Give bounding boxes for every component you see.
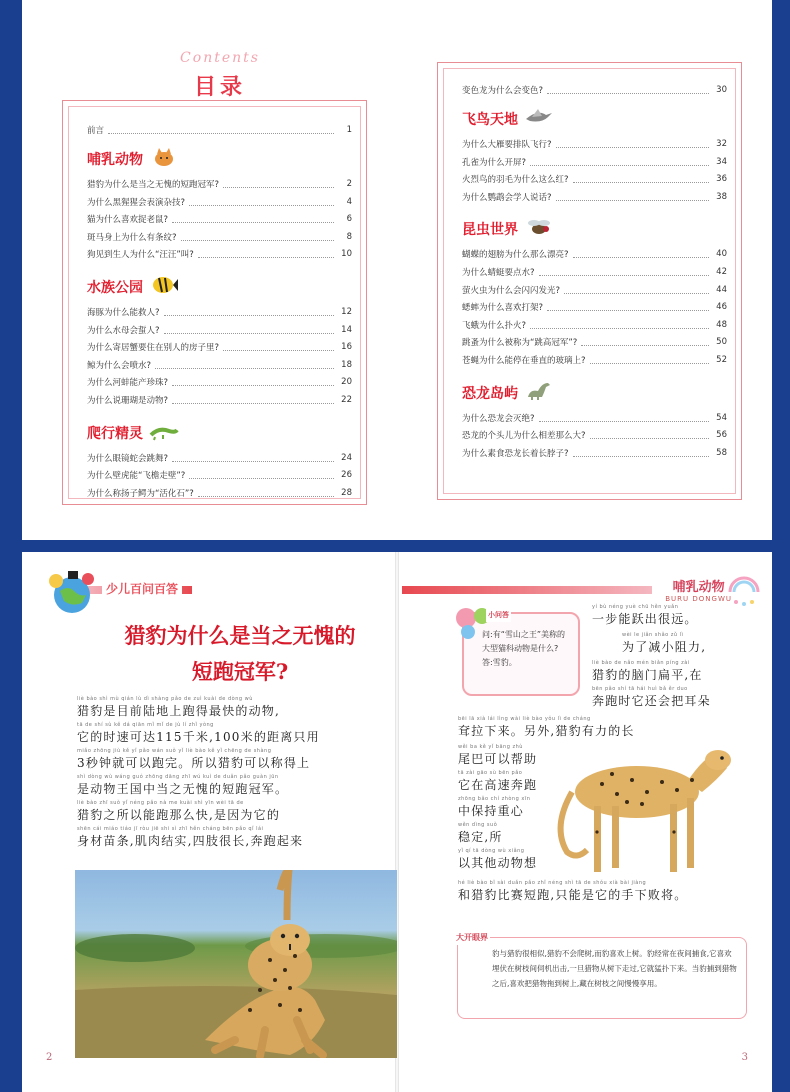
- toc-leader-dots: [590, 431, 709, 439]
- contents-heading: [170, 50, 270, 104]
- toc-entry-page: 8: [346, 231, 352, 242]
- iguana-icon: [149, 421, 179, 445]
- body-line: 尾巴可以帮助: [458, 752, 538, 766]
- pinyin-line: wěn dìng suǒ: [458, 822, 498, 828]
- pinyin-line: tā zài gāo sù bēn pǎo: [458, 770, 523, 776]
- toc-leader-dots: [198, 489, 334, 497]
- body-line: 它的时速可达115千米,100米的距离只用: [77, 730, 320, 744]
- body-line: 3秒钟就可以跑完。所以猎豹可以称得上: [77, 756, 311, 770]
- toc-entry-page: 6: [346, 214, 352, 225]
- toc-entry[interactable]: [462, 353, 727, 367]
- toc-entry[interactable]: [87, 230, 352, 244]
- body-line: 以其他动物想: [458, 856, 538, 870]
- toc-entry[interactable]: [462, 335, 727, 349]
- toc-entry[interactable]: [462, 137, 727, 151]
- toc-entry-title: 为什么寄居蟹要住在别人的房子里?: [87, 343, 220, 354]
- body-line: 猎豹之所以能跑那么快,是因为它的: [77, 808, 281, 822]
- toc-leader-dots: [189, 198, 334, 206]
- toc-entry-title: 为什么素食恐龙长着长脖子?: [462, 448, 569, 459]
- toc-leader-dots: [547, 86, 709, 94]
- toc-entry-page: 18: [341, 359, 352, 370]
- toc-entry-title: 为什么鹦鹉会学人说话?: [462, 192, 552, 203]
- toc-entry-title: 为什么黑猩猩会表演杂技?: [87, 197, 186, 208]
- toc-section-name: 恐龙岛屿: [462, 385, 518, 402]
- toc-section-heading[interactable]: [462, 219, 554, 239]
- toc-entry-title: 斑马身上为什么有条纹?: [87, 232, 177, 243]
- toc-leader-dots: [164, 308, 334, 316]
- body-line: 身材苗条,肌肉结实,四肢很长,奔跑起来: [77, 834, 304, 848]
- body-line: 是动物王国中当之无愧的短跑冠军。: [77, 782, 289, 796]
- pinyin-line: zhōng bǎo chí zhòng xīn: [458, 796, 531, 802]
- contents-cn-title: 目录: [193, 75, 246, 100]
- toc-entry[interactable]: [87, 375, 352, 389]
- toc-entry-page: 36: [716, 174, 727, 185]
- toc-leader-dots: [564, 286, 709, 294]
- toc-leader-dots: [172, 454, 334, 462]
- toc-entry[interactable]: [87, 393, 352, 407]
- toc-entry-title: 为什么河蚌能产珍珠?: [87, 378, 169, 389]
- toc-entry-title: 为什么蜻蜓要点水?: [462, 268, 535, 278]
- toc-entry-title: 狗见到生人为什么“汪汪”叫?: [87, 250, 194, 261]
- body-line: 耷拉下来。另外,猎豹有力的长: [458, 724, 635, 738]
- toc-leader-dots: [573, 175, 709, 183]
- fly-icon: [524, 217, 554, 241]
- toc-entry-page: 20: [341, 377, 352, 388]
- toc-section-name: 爬行精灵: [87, 425, 143, 442]
- toc-left-panel: [62, 100, 367, 505]
- toc-entry[interactable]: [462, 247, 727, 261]
- toc-leader-dots: [155, 361, 334, 369]
- toc-entry-title: 恐龙的个头儿为什么相差那么大?: [462, 431, 586, 442]
- toc-entry-title: 为什么水母会蜇人?: [87, 325, 160, 336]
- toc-entry-page: 22: [341, 395, 352, 405]
- pinyin-line: yí bù néng yuè chū hěn yuǎn: [592, 604, 679, 610]
- pinyin-line: shì dòng wù wáng guó zhōng dāng zhī wú kuì de duǎn pǎo guàn jūn: [77, 774, 279, 780]
- toc-leader-dots: [198, 250, 334, 258]
- qa-answer: 答:雪豹。: [482, 658, 517, 667]
- toc-entry[interactable]: [462, 83, 727, 97]
- toc-entry-page: 42: [716, 267, 727, 277]
- toc-leader-dots: [539, 268, 709, 276]
- pinyin-line: liè bào shì mù qián lù dì shàng pǎo de zuì kuài de dòng wù: [77, 696, 253, 702]
- toc-spread: [22, 0, 772, 540]
- toc-leader-dots: [556, 140, 709, 148]
- body-line: 为了减小阻力,: [622, 640, 707, 654]
- toc-entry-title: 猎豹为什么是当之无愧的短跑冠军?: [87, 180, 220, 190]
- info-tag: 大开眼界: [454, 930, 490, 945]
- toc-entry[interactable]: [462, 411, 727, 425]
- toc-entry-page: 1: [346, 125, 352, 135]
- toc-entry-page: 30: [716, 85, 727, 95]
- pinyin-line: bēi lā xià lái lìng wài liè bào yǒu lì de cháng: [458, 716, 591, 722]
- toc-entry-page: 24: [341, 452, 352, 463]
- toc-entry[interactable]: [462, 318, 727, 332]
- toc-entry-title: 为什么眼镜蛇会跳舞?: [87, 453, 169, 464]
- pinyin-line: tā de shí sù kě dá qiān mǐ mǐ de jù lí zhǐ yòng: [77, 722, 214, 728]
- toc-entry-page: 2: [346, 179, 352, 189]
- toc-leader-dots: [223, 180, 334, 188]
- toc-entry[interactable]: [87, 451, 352, 465]
- chapter-label: [665, 576, 732, 603]
- toc-entry-title: 为什么说珊瑚是动物?: [87, 396, 169, 406]
- toc-leader-dots: [108, 126, 334, 134]
- qa-tag: 小问答: [486, 608, 511, 622]
- chapter-cn: 哺乳动物: [672, 580, 725, 595]
- toc-entry[interactable]: [87, 358, 352, 372]
- toc-entry-title: 猫为什么喜欢捉老鼠?: [87, 215, 169, 226]
- toc-entry-title: 跳蚤为什么被称为“跳高冠军”?: [462, 338, 578, 349]
- toc-entry-page: 58: [716, 447, 727, 458]
- page-number-left: 2: [46, 1052, 53, 1063]
- toc-entry[interactable]: [462, 155, 727, 169]
- rainbow-icon: [728, 570, 760, 610]
- toc-entry-title: 为什么恐龙会灭绝?: [462, 413, 535, 424]
- toc-entry-page: 4: [346, 196, 352, 207]
- toc-entry[interactable]: [87, 323, 352, 337]
- toc-section-name: 飞鸟天地: [462, 112, 518, 128]
- pinyin-line: bēn pǎo shí tā hái huì bǎ ěr duo: [592, 686, 688, 692]
- toc-section-heading[interactable]: [462, 109, 554, 129]
- did-you-know-box: [456, 933, 747, 1019]
- qa-callout: [462, 612, 580, 696]
- toc-entry[interactable]: [462, 283, 727, 297]
- toc-leader-dots: [181, 233, 334, 241]
- toc-section-heading[interactable]: [87, 423, 179, 443]
- toc-section-heading[interactable]: [87, 277, 179, 297]
- toc-entry[interactable]: [87, 486, 352, 500]
- pinyin-line: yǐ qí tā dòng wù xiǎng: [458, 848, 525, 854]
- toc-leader-dots: [556, 193, 709, 201]
- toc-entry-title: 火烈鸟的羽毛为什么这么红?: [462, 175, 569, 186]
- pinyin-line: wěi ba kě yǐ bāng zhù: [458, 744, 523, 750]
- dinosaur-icon: [524, 381, 554, 405]
- toc-leader-dots: [223, 343, 334, 351]
- toc-entry-page: 16: [341, 342, 352, 353]
- toc-leader-dots: [530, 321, 709, 329]
- contents-en-title: Contents: [180, 50, 260, 66]
- toc-leader-dots: [172, 215, 334, 223]
- toc-section-name: 哺乳动物: [87, 152, 143, 168]
- toc-entry-title: 为什么壁虎能“飞檐走壁”?: [87, 471, 186, 482]
- body-line: 和猎豹比赛短跑,只能是它的手下败将。: [458, 888, 688, 902]
- toc-entry-title: 为什么大雁要排队飞行?: [462, 140, 552, 150]
- series-title: 少儿百问百答: [102, 580, 182, 597]
- qa-question: 问:有“雪山之王”美称的大型猫科动物是什么?: [482, 630, 565, 653]
- toc-entry[interactable]: [87, 247, 352, 261]
- toc-entry-title: 蟋蟀为什么喜欢打架?: [462, 303, 544, 314]
- toc-entry[interactable]: [462, 265, 727, 279]
- toc-entry-page: 14: [341, 324, 352, 335]
- header-ribbon-right: [402, 586, 652, 594]
- page-number-right: 3: [741, 1052, 748, 1063]
- toc-entry-title: 苍蝇为什么能停在垂直的玻璃上?: [462, 356, 586, 366]
- body-line: 猎豹的脑门扁平,在: [592, 668, 703, 682]
- toc-entry-title: 鲸为什么会喷水?: [87, 360, 152, 371]
- body-line: 奔跑时它还会把耳朵: [592, 694, 711, 708]
- toc-entry[interactable]: [462, 446, 727, 460]
- toc-entry[interactable]: [462, 190, 727, 204]
- toc-entry-title: 孔雀为什么开屏?: [462, 157, 527, 168]
- story-spread: [22, 552, 772, 1092]
- toc-entry[interactable]: [87, 340, 352, 354]
- toc-entry-page: 48: [716, 319, 727, 330]
- headline-line-1: 猎豹为什么是当之无愧的: [124, 623, 356, 648]
- toc-entry-page: 56: [716, 430, 727, 441]
- chapter-pinyin: BURU DONGWU: [665, 595, 732, 603]
- toc-entry-title: 萤火虫为什么会闪闪发光?: [462, 285, 561, 296]
- toc-entry-page: 34: [716, 156, 727, 167]
- cat-icon: [149, 147, 179, 171]
- toc-entry-page: 54: [716, 412, 727, 423]
- body-line: 猎豹是目前陆地上跑得最快的动物,: [77, 704, 281, 718]
- toc-entry-page: 40: [716, 249, 727, 260]
- toc-entry[interactable]: [87, 123, 352, 137]
- toc-leader-dots: [539, 414, 709, 422]
- toc-entry-title: 前言: [87, 126, 105, 136]
- toc-entry-page: 38: [716, 191, 727, 202]
- toc-entry-page: 32: [716, 139, 727, 149]
- toc-leader-dots: [172, 396, 334, 404]
- toc-section-heading[interactable]: [87, 149, 179, 169]
- body-line: 一步能跃出很远。: [592, 612, 698, 626]
- toc-right-panel: [437, 62, 742, 500]
- body-line: 中保持重心: [458, 804, 525, 818]
- toc-section-name: 昆虫世界: [462, 222, 518, 239]
- pinyin-line: liè bào zhī suǒ yǐ néng pǎo nà me kuài shì yīn wèi tā de: [77, 800, 244, 806]
- info-text: 豹与猎豹很相似,猎豹不会爬树,而豹喜欢上树。豹经常在夜间捕食,它喜欢埋伏在树枝间伺机出击,一旦猎物从树下走过,它就猛扑下来。当豹捕到猎物之后,喜欢把猎物拖到树上,藏在树枝之间慢慢享用。: [492, 949, 737, 988]
- toc-entry-title: 飞蛾为什么扑火?: [462, 320, 527, 331]
- toc-leader-dots: [530, 158, 709, 166]
- toc-leader-dots: [573, 250, 709, 258]
- headline-line-2: 短跑冠军?: [191, 659, 289, 684]
- pinyin-line: liè bào de nǎo mén biǎn píng zài: [592, 660, 690, 666]
- toc-entry[interactable]: [462, 300, 727, 314]
- toc-leader-dots: [547, 303, 709, 311]
- toc-leader-dots: [590, 356, 709, 364]
- toc-entry-page: 50: [716, 337, 727, 348]
- kids-globe-icon: [42, 567, 102, 617]
- toc-entry[interactable]: [87, 212, 352, 226]
- toc-entry[interactable]: [87, 305, 352, 319]
- standing-cheetah-photo: [542, 732, 732, 882]
- toc-entry-title: 为什么称扬子鳄为“活化石”?: [87, 488, 194, 499]
- pinyin-line: shēn cái miáo tiáo jī ròu jiē shi sì zhī hěn cháng bēn pǎo qǐ lái: [77, 826, 264, 832]
- toc-entry[interactable]: [87, 177, 352, 191]
- toc-entry[interactable]: [462, 172, 727, 186]
- toc-entry-page: 46: [716, 302, 727, 313]
- toc-entry[interactable]: [87, 195, 352, 209]
- toc-entry-page: 28: [341, 487, 352, 498]
- toc-entry-page: 10: [341, 249, 352, 260]
- pinyin-line: hé liè bào bǐ sài duǎn pǎo zhǐ néng shì tā de shǒu xià bài jiàng: [458, 880, 647, 886]
- toc-entry-title: 变色龙为什么会变色?: [462, 86, 544, 96]
- goose-icon: [524, 107, 554, 131]
- body-line: 它在高速奔跑: [458, 778, 538, 792]
- toc-entry-page: 52: [716, 355, 727, 365]
- toc-entry-title: 海豚为什么能救人?: [87, 308, 160, 318]
- toc-section-name: 水族公园: [87, 280, 143, 296]
- toc-entry[interactable]: [87, 468, 352, 482]
- toc-entry-page: 12: [341, 307, 352, 317]
- fish-icon: [149, 275, 179, 299]
- toc-entry[interactable]: [462, 428, 727, 442]
- pinyin-line: miǎo zhōng jiù kě yǐ pǎo wán suǒ yǐ liè bào kě yǐ chēng de shàng: [77, 748, 272, 754]
- toc-leader-dots: [164, 326, 334, 334]
- toc-leader-dots: [172, 378, 334, 386]
- running-cheetah-photo: [75, 870, 397, 1058]
- article-headline: [100, 618, 380, 690]
- toc-leader-dots: [189, 471, 334, 479]
- pinyin-line: wèi le jiǎn shǎo zǔ lì: [622, 632, 684, 638]
- toc-section-heading[interactable]: [462, 383, 554, 403]
- toc-leader-dots: [573, 449, 709, 457]
- toc-entry-title: 蝴蝶的翅膀为什么那么漂亮?: [462, 250, 569, 261]
- body-line: 稳定,所: [458, 830, 503, 844]
- toc-entry-page: 26: [341, 470, 352, 481]
- toc-leader-dots: [581, 338, 709, 346]
- toc-entry-page: 44: [716, 284, 727, 295]
